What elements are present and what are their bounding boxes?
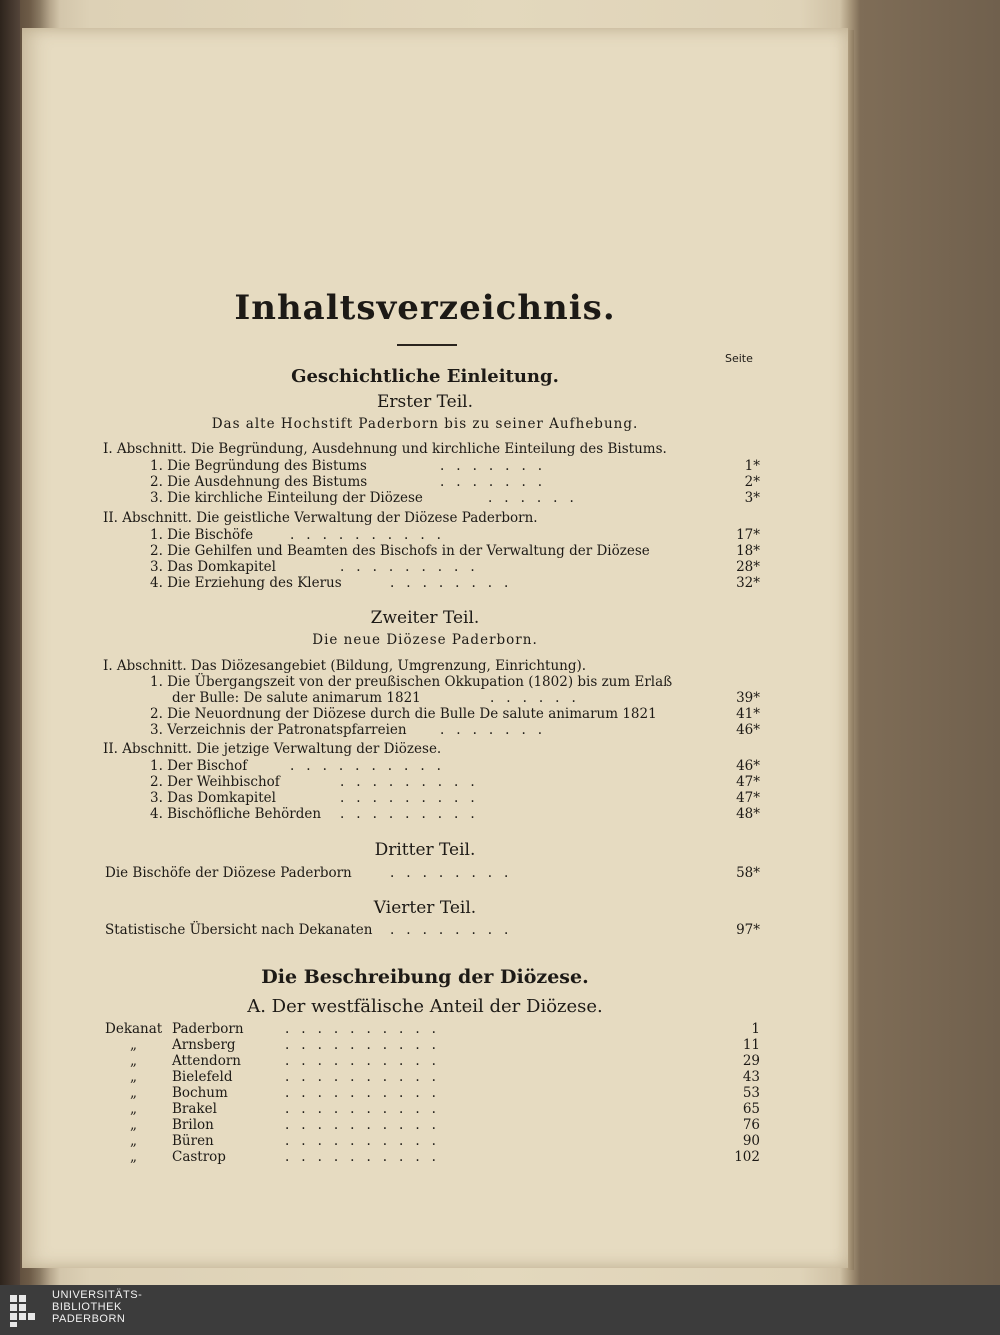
toc-entry: 3. Verzeichnis der Patronatspfarreien: [150, 722, 407, 738]
toc-page: 3*: [744, 490, 760, 506]
dekanat-name: Brakel: [172, 1101, 217, 1117]
dekanat-name: Attendorn: [172, 1053, 241, 1069]
ditto-mark: „: [130, 1053, 137, 1069]
part3-title: Dritter Teil.: [374, 840, 476, 860]
toc-page: 28*: [736, 559, 760, 575]
toc-page: 39*: [736, 690, 760, 706]
toc-page: 18*: [736, 543, 760, 559]
leader-dots: .........: [340, 790, 487, 806]
ditto-mark: „: [130, 1149, 137, 1165]
seite-label: Seite: [725, 352, 753, 365]
toc-entry: Die Bischöfe der Diözese Paderborn: [105, 865, 352, 881]
leader-dots: .........: [340, 774, 487, 790]
dekanat-name: Castrop: [172, 1149, 226, 1165]
toc-page: 43: [742, 1069, 760, 1085]
part4-title: Vierter Teil.: [373, 898, 477, 918]
part2-title: Zweiter Teil.: [370, 608, 480, 628]
book-spine: [0, 0, 20, 1285]
title-rule: [397, 344, 457, 346]
logo-line-1: UNIVERSITÄTS-: [52, 1289, 143, 1301]
leader-dots: .......: [440, 458, 555, 474]
toc-entry: Statistische Übersicht nach Dekanaten: [105, 922, 373, 938]
toc-page: 11: [742, 1037, 760, 1053]
toc-page: 97*: [736, 922, 760, 938]
leader-dots: ..........: [285, 1117, 448, 1133]
page-title: Inhaltsverzeichnis.: [234, 288, 616, 328]
toc-page: 90: [742, 1133, 760, 1149]
leader-dots: ..........: [290, 758, 453, 774]
leader-dots: ......: [490, 690, 588, 706]
toc-page: 1: [751, 1021, 760, 1037]
leader-dots: .......: [440, 722, 555, 738]
toc-page: 47*: [736, 790, 760, 806]
toc-page: 47*: [736, 774, 760, 790]
leader-dots: .........: [340, 559, 487, 575]
leader-dots: ..........: [290, 527, 453, 543]
toc-entry: 3. Das Domkapitel: [150, 790, 276, 806]
leader-dots: ........: [390, 575, 521, 591]
toc-page: 17*: [736, 527, 760, 543]
part1-abschnitt2: II. Abschnitt. Die geistliche Verwaltung der Diözese Paderborn.: [103, 510, 538, 526]
leader-dots: ..........: [285, 1069, 448, 1085]
toc-entry: 1. Die Übergangszeit von der preußischen Okkupation (1802) bis zum Erlaß: [150, 674, 673, 690]
leader-dots: ..........: [285, 1149, 448, 1165]
toc-page: 41*: [736, 706, 760, 722]
library-logo-text: [52, 1289, 142, 1325]
toc-page: 76: [742, 1117, 760, 1133]
toc-entry: 4. Bischöfliche Behörden: [150, 806, 322, 822]
toc-page: 2*: [744, 474, 760, 490]
toc-page: 65: [742, 1101, 760, 1117]
part2-subtitle: Die neue Diözese Paderborn.: [312, 632, 538, 648]
toc-entry: 2. Die Neuordnung der Diözese durch die Bulle De salute animarum 1821: [150, 706, 657, 722]
toc-entry: 3. Das Domkapitel: [150, 559, 276, 575]
leader-dots: ..........: [285, 1053, 448, 1069]
toc-entry: 2. Die Ausdehnung des Bistums: [150, 474, 368, 490]
toc-entry: 2. Die Gehilfen und Beamten des Bischofs in der Verwaltung der Diözese: [150, 543, 650, 559]
part1-subtitle: Das alte Hochstift Paderborn bis zu seiner Aufhebung.: [211, 416, 639, 432]
toc-page: 29: [742, 1053, 760, 1069]
logo-line-2: BIBLIOTHEK: [52, 1301, 122, 1313]
dekanat-name: Brilon: [172, 1117, 214, 1133]
toc-page: 1*: [744, 458, 760, 474]
ditto-mark: „: [130, 1101, 137, 1117]
leader-dots: .......: [440, 474, 555, 490]
toc-entry: 3. Die kirchliche Einteilung der Diözese: [150, 490, 423, 506]
leader-dots: ......: [488, 490, 586, 506]
part2-abschnitt2: II. Abschnitt. Die jetzige Verwaltung der Diözese.: [103, 741, 442, 757]
toc-entry-continuation: der Bulle: De salute animarum 1821: [172, 690, 421, 706]
logo-line-3: PADERBORN: [52, 1313, 126, 1325]
toc-page: 48*: [736, 806, 760, 822]
dekanat-name: Paderborn: [172, 1021, 244, 1037]
toc-page: 58*: [736, 865, 760, 881]
part1-title: Erster Teil.: [376, 392, 474, 412]
library-logo-icon: [8, 1293, 44, 1329]
leader-dots: ..........: [285, 1021, 448, 1037]
leader-dots: ........: [390, 865, 521, 881]
toc-page: 32*: [736, 575, 760, 591]
dekanat-name: Bielefeld: [172, 1069, 233, 1085]
leader-dots: .........: [340, 806, 487, 822]
section2-heading: Die Beschreibung der Diözese.: [261, 966, 589, 988]
ditto-mark: „: [130, 1133, 137, 1149]
dekanat-name: Arnsberg: [172, 1037, 236, 1053]
part1-abschnitt1: I. Abschnitt. Die Begründung, Ausdehnung und kirchliche Einteilung des Bistums.: [103, 441, 667, 457]
section1-heading: Geschichtliche Einleitung.: [291, 366, 559, 387]
toc-page: 46*: [736, 758, 760, 774]
leader-dots: ..........: [285, 1037, 448, 1053]
toc-page: 53: [742, 1085, 760, 1101]
section2-subheading: A. Der westfälische Anteil der Diözese.: [247, 996, 603, 1017]
toc-page: 46*: [736, 722, 760, 738]
ditto-mark: „: [130, 1085, 137, 1101]
dekanat-name: Büren: [172, 1133, 214, 1149]
dekanat-label: Dekanat: [105, 1021, 163, 1037]
toc-entry: 1. Die Begründung des Bistums: [150, 458, 367, 474]
leader-dots: ..........: [285, 1101, 448, 1117]
toc-entry: 4. Die Erziehung des Klerus: [150, 575, 342, 591]
ditto-mark: „: [130, 1117, 137, 1133]
ditto-mark: „: [130, 1037, 137, 1053]
leader-dots: ........: [390, 922, 521, 938]
part2-abschnitt1: I. Abschnitt. Das Diözesangebiet (Bildung, Umgrenzung, Einrichtung).: [103, 658, 587, 674]
dekanat-name: Bochum: [172, 1085, 228, 1101]
library-footer-bar: [0, 1285, 1000, 1335]
leader-dots: ..........: [285, 1133, 448, 1149]
toc-entry: 2. Der Weihbischof: [150, 774, 280, 790]
toc-entry: 1. Die Bischöfe: [150, 527, 254, 543]
leader-dots: ..........: [285, 1085, 448, 1101]
ditto-mark: „: [130, 1069, 137, 1085]
toc-page: 102: [734, 1149, 760, 1165]
toc-entry: 1. Der Bischof: [150, 758, 248, 774]
